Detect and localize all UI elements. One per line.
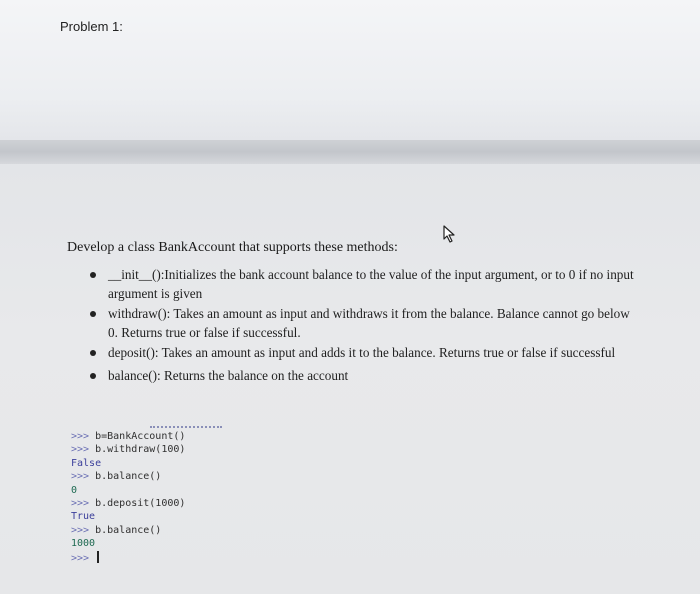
console-input: b.deposit(1000) bbox=[95, 497, 186, 509]
console-output: True bbox=[71, 511, 96, 523]
console-active-line[interactable] bbox=[71, 551, 185, 564]
console-input: b.withdraw(100) bbox=[95, 444, 186, 456]
list-item bbox=[90, 266, 635, 303]
list-item bbox=[90, 305, 635, 342]
console-prompt: >>> bbox=[71, 471, 90, 483]
console-line bbox=[71, 430, 185, 443]
console-prompt: >>> bbox=[71, 552, 90, 564]
console-input: b.balance() bbox=[95, 471, 162, 483]
console-prompt: >>> bbox=[71, 524, 90, 536]
problem-title: Problem 1: bbox=[60, 19, 123, 34]
method-description: balance(): Returns the balance on the account bbox=[108, 367, 349, 383]
python-console[interactable] bbox=[71, 430, 185, 564]
console-prompt: >>> bbox=[71, 444, 90, 456]
console-input: b.balance() bbox=[95, 524, 162, 536]
text-caret bbox=[97, 551, 99, 563]
console-line bbox=[71, 524, 185, 537]
list-item bbox=[90, 367, 635, 386]
console-prompt: >>> bbox=[71, 431, 90, 442]
mouse-pointer-icon bbox=[442, 225, 458, 243]
console-input: b=BankAccount() bbox=[95, 431, 186, 442]
section-divider bbox=[0, 140, 700, 164]
method-description: deposit(): Takes an amount as input and adds it to the balance. Returns true or false if successful bbox=[108, 345, 616, 360]
console-line bbox=[71, 497, 185, 510]
console-line bbox=[71, 470, 185, 483]
console-output: False bbox=[71, 457, 102, 469]
console-output: 0 bbox=[71, 484, 78, 496]
document-heading: Develop a class BankAccount that supports these methods: bbox=[67, 240, 398, 255]
method-description: withdraw(): Takes an amount as input and withdraws it from the balance. Balance cannot go below 0. Returns true or false if successful. bbox=[108, 306, 630, 340]
list-item bbox=[90, 344, 635, 363]
console-prompt: >>> bbox=[71, 497, 90, 509]
console-output: 1000 bbox=[71, 538, 96, 550]
problem-header-panel bbox=[0, 0, 700, 140]
method-description: __init__():Initializes the bank account balance to the value of the input argument, or to 0 if no input argument is given bbox=[108, 267, 634, 301]
console-line bbox=[71, 443, 185, 456]
method-list bbox=[90, 266, 635, 386]
